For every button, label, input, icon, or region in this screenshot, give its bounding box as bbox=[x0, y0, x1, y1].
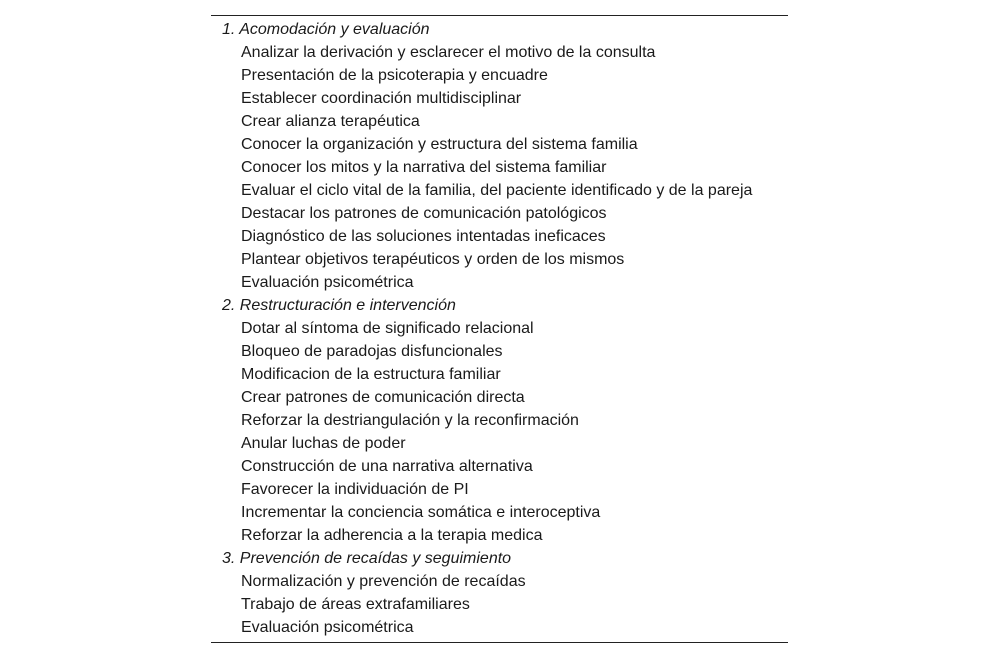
list-item: Favorecer la individuación de PI bbox=[241, 481, 469, 498]
list-item: Establecer coordinación multidisciplinar bbox=[241, 90, 522, 107]
list-item: Presentación de la psicoterapia y encuadre bbox=[241, 67, 548, 84]
list-item: Crear alianza terapéutica bbox=[241, 113, 420, 130]
list-item: Trabajo de áreas extrafamiliares bbox=[241, 596, 470, 613]
list-item: Conocer la organización y estructura del sistema familia bbox=[241, 136, 638, 153]
list-item: Diagnóstico de las soluciones intentadas ineficaces bbox=[241, 228, 606, 245]
section-title: 1. Acomodación y evaluación bbox=[222, 21, 430, 38]
list-item: Crear patrones de comunicación directa bbox=[241, 389, 525, 406]
section-title: 2. Restructuración e intervención bbox=[222, 297, 456, 314]
list-item: Reforzar la adherencia a la terapia medica bbox=[241, 527, 543, 544]
list-item: Destacar los patrones de comunicación patológicos bbox=[241, 205, 607, 222]
list-item: Incrementar la conciencia somática e interoceptiva bbox=[241, 504, 601, 521]
therapy-phases-table bbox=[211, 15, 788, 643]
list-item: Analizar la derivación y esclarecer el motivo de la consulta bbox=[241, 44, 656, 61]
list-item: Evaluación psicométrica bbox=[241, 619, 414, 636]
list-item: Construcción de una narrativa alternativa bbox=[241, 458, 533, 475]
list-item: Normalización y prevención de recaídas bbox=[241, 573, 526, 590]
list-item: Dotar al síntoma de significado relacional bbox=[241, 320, 534, 337]
list-item: Modificacion de la estructura familiar bbox=[241, 366, 501, 383]
list-item: Evaluar el ciclo vital de la familia, del paciente identificado y de la pareja bbox=[241, 182, 753, 199]
list-item: Anular luchas de poder bbox=[241, 435, 406, 452]
section-title: 3. Prevención de recaídas y seguimiento bbox=[222, 550, 512, 567]
list-item: Bloqueo de paradojas disfuncionales bbox=[241, 343, 503, 360]
section-acomodacion-evaluacion bbox=[211, 18, 788, 294]
section-prevencion-seguimiento bbox=[211, 547, 788, 639]
list-item: Evaluación psicométrica bbox=[241, 274, 414, 291]
section-restructuracion-intervencion bbox=[211, 294, 788, 547]
list-item: Conocer los mitos y la narrativa del sistema familiar bbox=[241, 159, 607, 176]
list-item: Reforzar la destriangulación y la reconfirmación bbox=[241, 412, 579, 429]
list-item: Plantear objetivos terapéuticos y orden de los mismos bbox=[241, 251, 625, 268]
